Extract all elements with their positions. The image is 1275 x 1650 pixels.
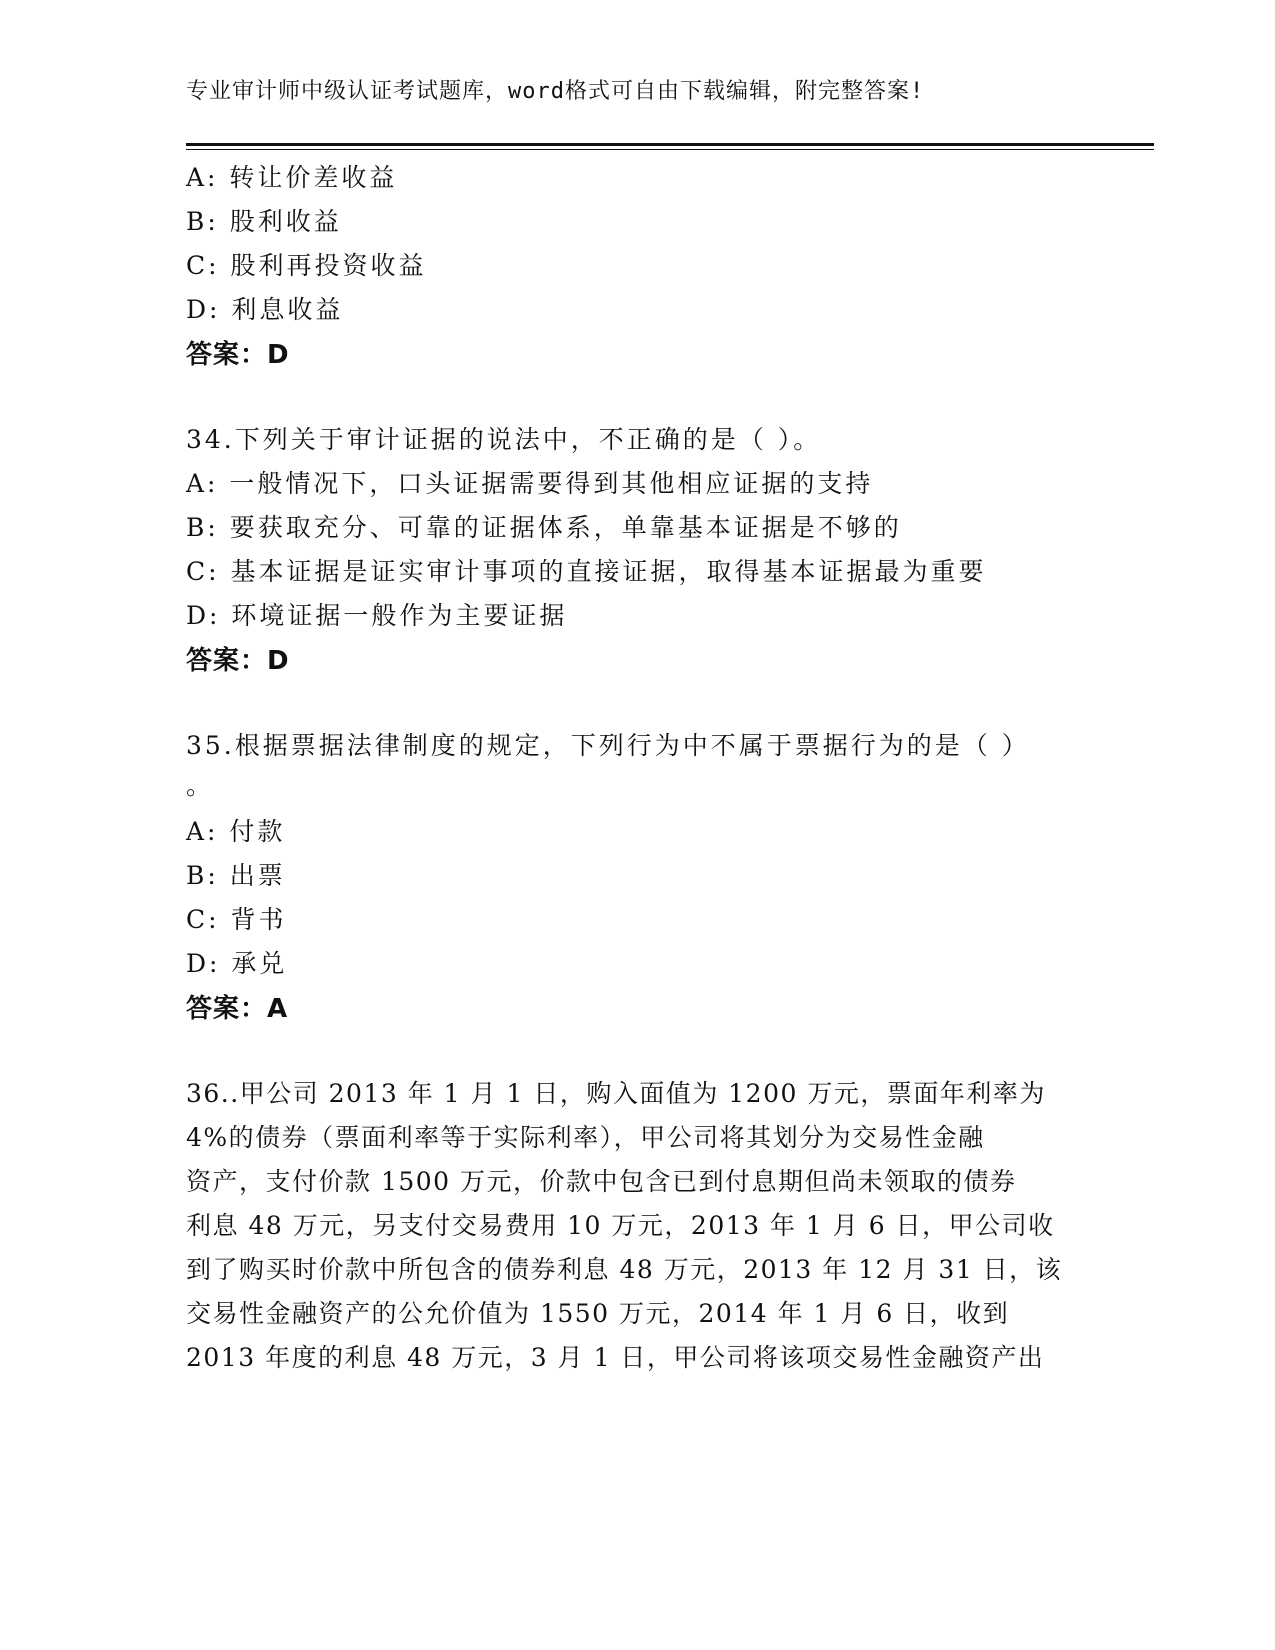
q35-option-c: C: 背书 [186, 905, 287, 934]
q36-line-6: 交易性金融资产的公允价值为 1550 万元，2014 年 1 月 6 日，收到 [186, 1299, 1010, 1328]
q35-question-end: 。 [186, 771, 215, 800]
q35-option-d: D: 承兑 [186, 949, 288, 978]
q36-line-1: 36..甲公司 2013 年 1 月 1 日，购入面值为 1200 万元，票面年利率为 [186, 1079, 1046, 1108]
header-rule-thin [186, 149, 1154, 150]
q36-line-3: 资产，支付价款 1500 万元，价款中包含已到付息期但尚未领取的债券 [186, 1167, 1017, 1196]
q35-option-a: A: 付款 [186, 817, 286, 846]
q36-line-7: 2013 年度的利息 48 万元，3 月 1 日，甲公司将该项交易性金融资产出 [186, 1343, 1045, 1372]
q33-option-b: B: 股利收益 [186, 207, 342, 236]
q35-question: 35.根据票据法律制度的规定，下列行为中不属于票据行为的是（ ） [186, 731, 1030, 760]
q36-line-5: 到了购买时价款中所包含的债券利息 48 万元，2013 年 12 月 31 日，该 [186, 1255, 1063, 1284]
page-header: 专业审计师中级认证考试题库，word格式可自由下载编辑，附完整答案! [186, 79, 925, 104]
q33-option-d: D: 利息收益 [186, 295, 344, 324]
q34-option-b: B: 要获取充分、可靠的证据体系，单靠基本证据是不够的 [186, 513, 902, 542]
q34-option-a: A: 一般情况下，口头证据需要得到其他相应证据的支持 [186, 469, 874, 498]
header-rule-thick [186, 143, 1154, 146]
q33-answer: 答案：D [186, 340, 290, 370]
q35-option-b: B: 出票 [186, 861, 286, 890]
q34-option-d: D: 环境证据一般作为主要证据 [186, 601, 568, 630]
q36-line-4: 利息 48 万元，另支付交易费用 10 万元，2013 年 1 月 6 日，甲公司收 [186, 1211, 1055, 1240]
q33-option-c: C: 股利再投资收益 [186, 251, 427, 280]
q35-answer: 答案：A [186, 994, 289, 1024]
q34-question: 34.下列关于审计证据的说法中，不正确的是（ ）。 [186, 425, 822, 454]
q34-answer: 答案：D [186, 646, 290, 676]
q36-line-2: 4%的债券（票面利率等于实际利率），甲公司将其划分为交易性金融 [186, 1123, 985, 1152]
q34-option-c: C: 基本证据是证实审计事项的直接证据，取得基本证据最为重要 [186, 557, 987, 586]
q33-option-a: A: 转让价差收益 [186, 163, 398, 192]
